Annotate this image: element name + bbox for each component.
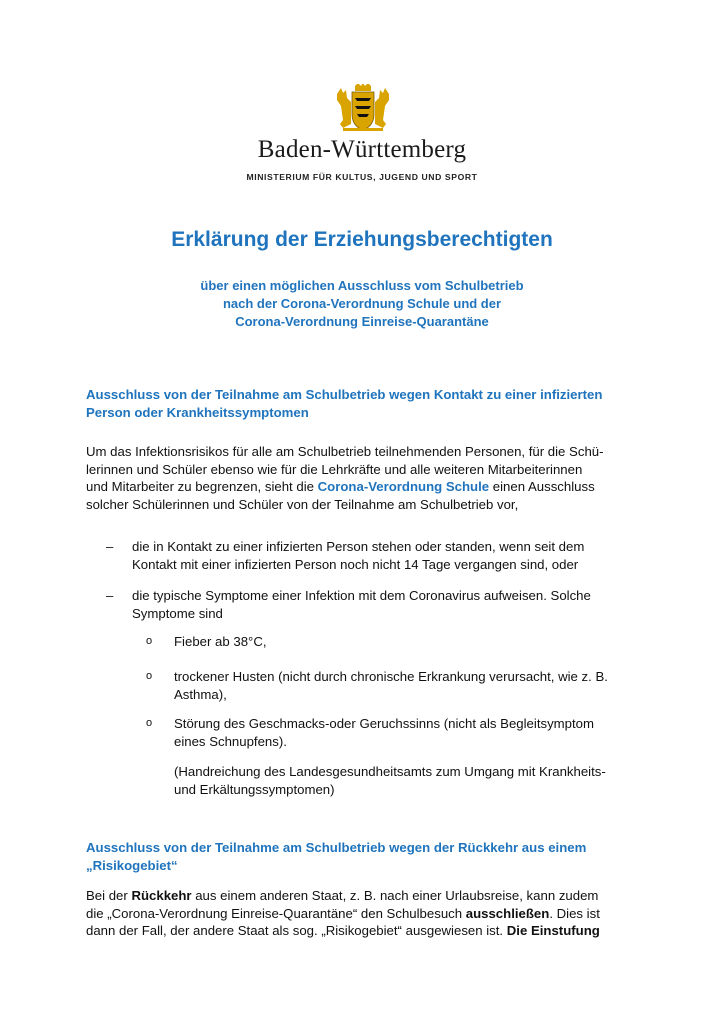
subtitle-line: Corona-Verordnung Einreise-Quarantäne — [235, 314, 489, 329]
paragraph-line — [86, 905, 646, 923]
emphasis: Rückkehr — [131, 888, 192, 903]
document-title: Erklärung der Erziehungsberechtigten — [171, 228, 553, 251]
heading-line: Ausschluss von der Teilnahme am Schulbetrieb wegen der Rückkehr aus einem — [86, 840, 587, 855]
text-run: die „Corona-Verordnung Einreise-Quarantäne“ den Schulbesuch — [86, 905, 466, 921]
symptom-text — [174, 668, 644, 703]
list-item-text — [132, 587, 632, 622]
paragraph-line — [86, 887, 646, 905]
list-line: Kontakt mit einer infizierten Person noch nicht 14 Tage vergangen sind, oder — [132, 556, 579, 572]
section-intro-paragraph — [86, 443, 646, 513]
subtitle-line: nach der Corona-Verordnung Schule und der — [222, 296, 502, 311]
list-line: eines Schnupfens). — [174, 733, 287, 749]
dash-bullet: – — [106, 539, 114, 554]
reference-note — [174, 763, 644, 798]
emphasis: Die Einstufung — [506, 923, 600, 938]
paragraph-line: lerinnen und Schüler ebenso wie für die Lehrkräfte und alle weiteren Mitarbeiterinnen — [86, 461, 583, 477]
list-item-text — [132, 538, 632, 573]
list-line: Störung des Geschmacks-oder Geruchssinns (nicht als Begleitsymptom — [174, 716, 594, 731]
symptom-text — [174, 715, 644, 750]
paragraph-line — [86, 478, 646, 496]
regulation-name: Corona-Verordnung Schule — [317, 479, 490, 494]
text-run: Bei der — [86, 888, 132, 903]
list-line: trockener Husten (nicht durch chronische Erkrankung verursacht, wie z. B. — [174, 669, 608, 684]
state-coat-of-arms-icon — [333, 84, 393, 132]
circle-bullet: o — [146, 670, 153, 682]
ministry-name: MINISTERIUM FÜR KULTUS, JUGEND UND SPORT — [246, 172, 478, 182]
text-run: dann der Fall, der andere Staat als sog. „Risikogebiet“ ausgewiesen ist. — [86, 923, 507, 938]
text-run: einen Ausschluss — [489, 479, 595, 494]
list-line: Symptome sind — [132, 605, 223, 621]
document-subtitle — [0, 277, 724, 331]
subtitle-line: über einen möglichen Ausschluss vom Schulbetrieb — [200, 278, 524, 293]
circle-bullet: o — [146, 635, 153, 647]
list-line: die typische Symptome einer Infektion mit dem Coronavirus aufweisen. Solche — [132, 588, 591, 603]
symptom-text: Fieber ab 38°C, — [174, 634, 267, 649]
note-line: (Handreichung des Landesgesundheitsamts zum Umgang mit Krankheits- — [174, 764, 606, 779]
emphasis: ausschließen — [465, 905, 550, 921]
state-name: Baden-Württemberg — [257, 136, 467, 163]
return-paragraph — [86, 887, 646, 940]
paragraph-line — [86, 922, 646, 940]
section-heading-return — [86, 839, 646, 875]
paragraph-line: solcher Schülerinnen und Schüler von der Teilnahme am Schulbetrieb vor, — [86, 496, 519, 512]
paragraph-line: Um das Infektionsrisikos für alle am Schulbetrieb teilnehmenden Personen, für die Schü- — [86, 444, 604, 459]
list-line: Asthma), — [174, 686, 227, 702]
dash-bullet: – — [106, 588, 114, 603]
heading-line: Person oder Krankheitssymptomen — [86, 405, 309, 420]
note-line: und Erkältungssymptomen) — [174, 781, 335, 797]
heading-line: „Risikogebiet“ — [86, 858, 178, 873]
text-run: aus einem anderen Staat, z. B. nach einer Urlaubsreise, kann zudem — [191, 888, 599, 903]
heading-line: Ausschluss von der Teilnahme am Schulbetrieb wegen Kontakt zu einer infizierten — [86, 387, 603, 402]
list-line: die in Kontakt zu einer infizierten Person stehen oder standen, wenn seit dem — [132, 539, 585, 554]
circle-bullet: o — [146, 717, 153, 729]
section-heading-contact — [86, 386, 646, 422]
text-run: . Dies ist — [549, 905, 600, 921]
text-run: und Mitarbeiter zu begrenzen, sieht die — [86, 479, 318, 494]
